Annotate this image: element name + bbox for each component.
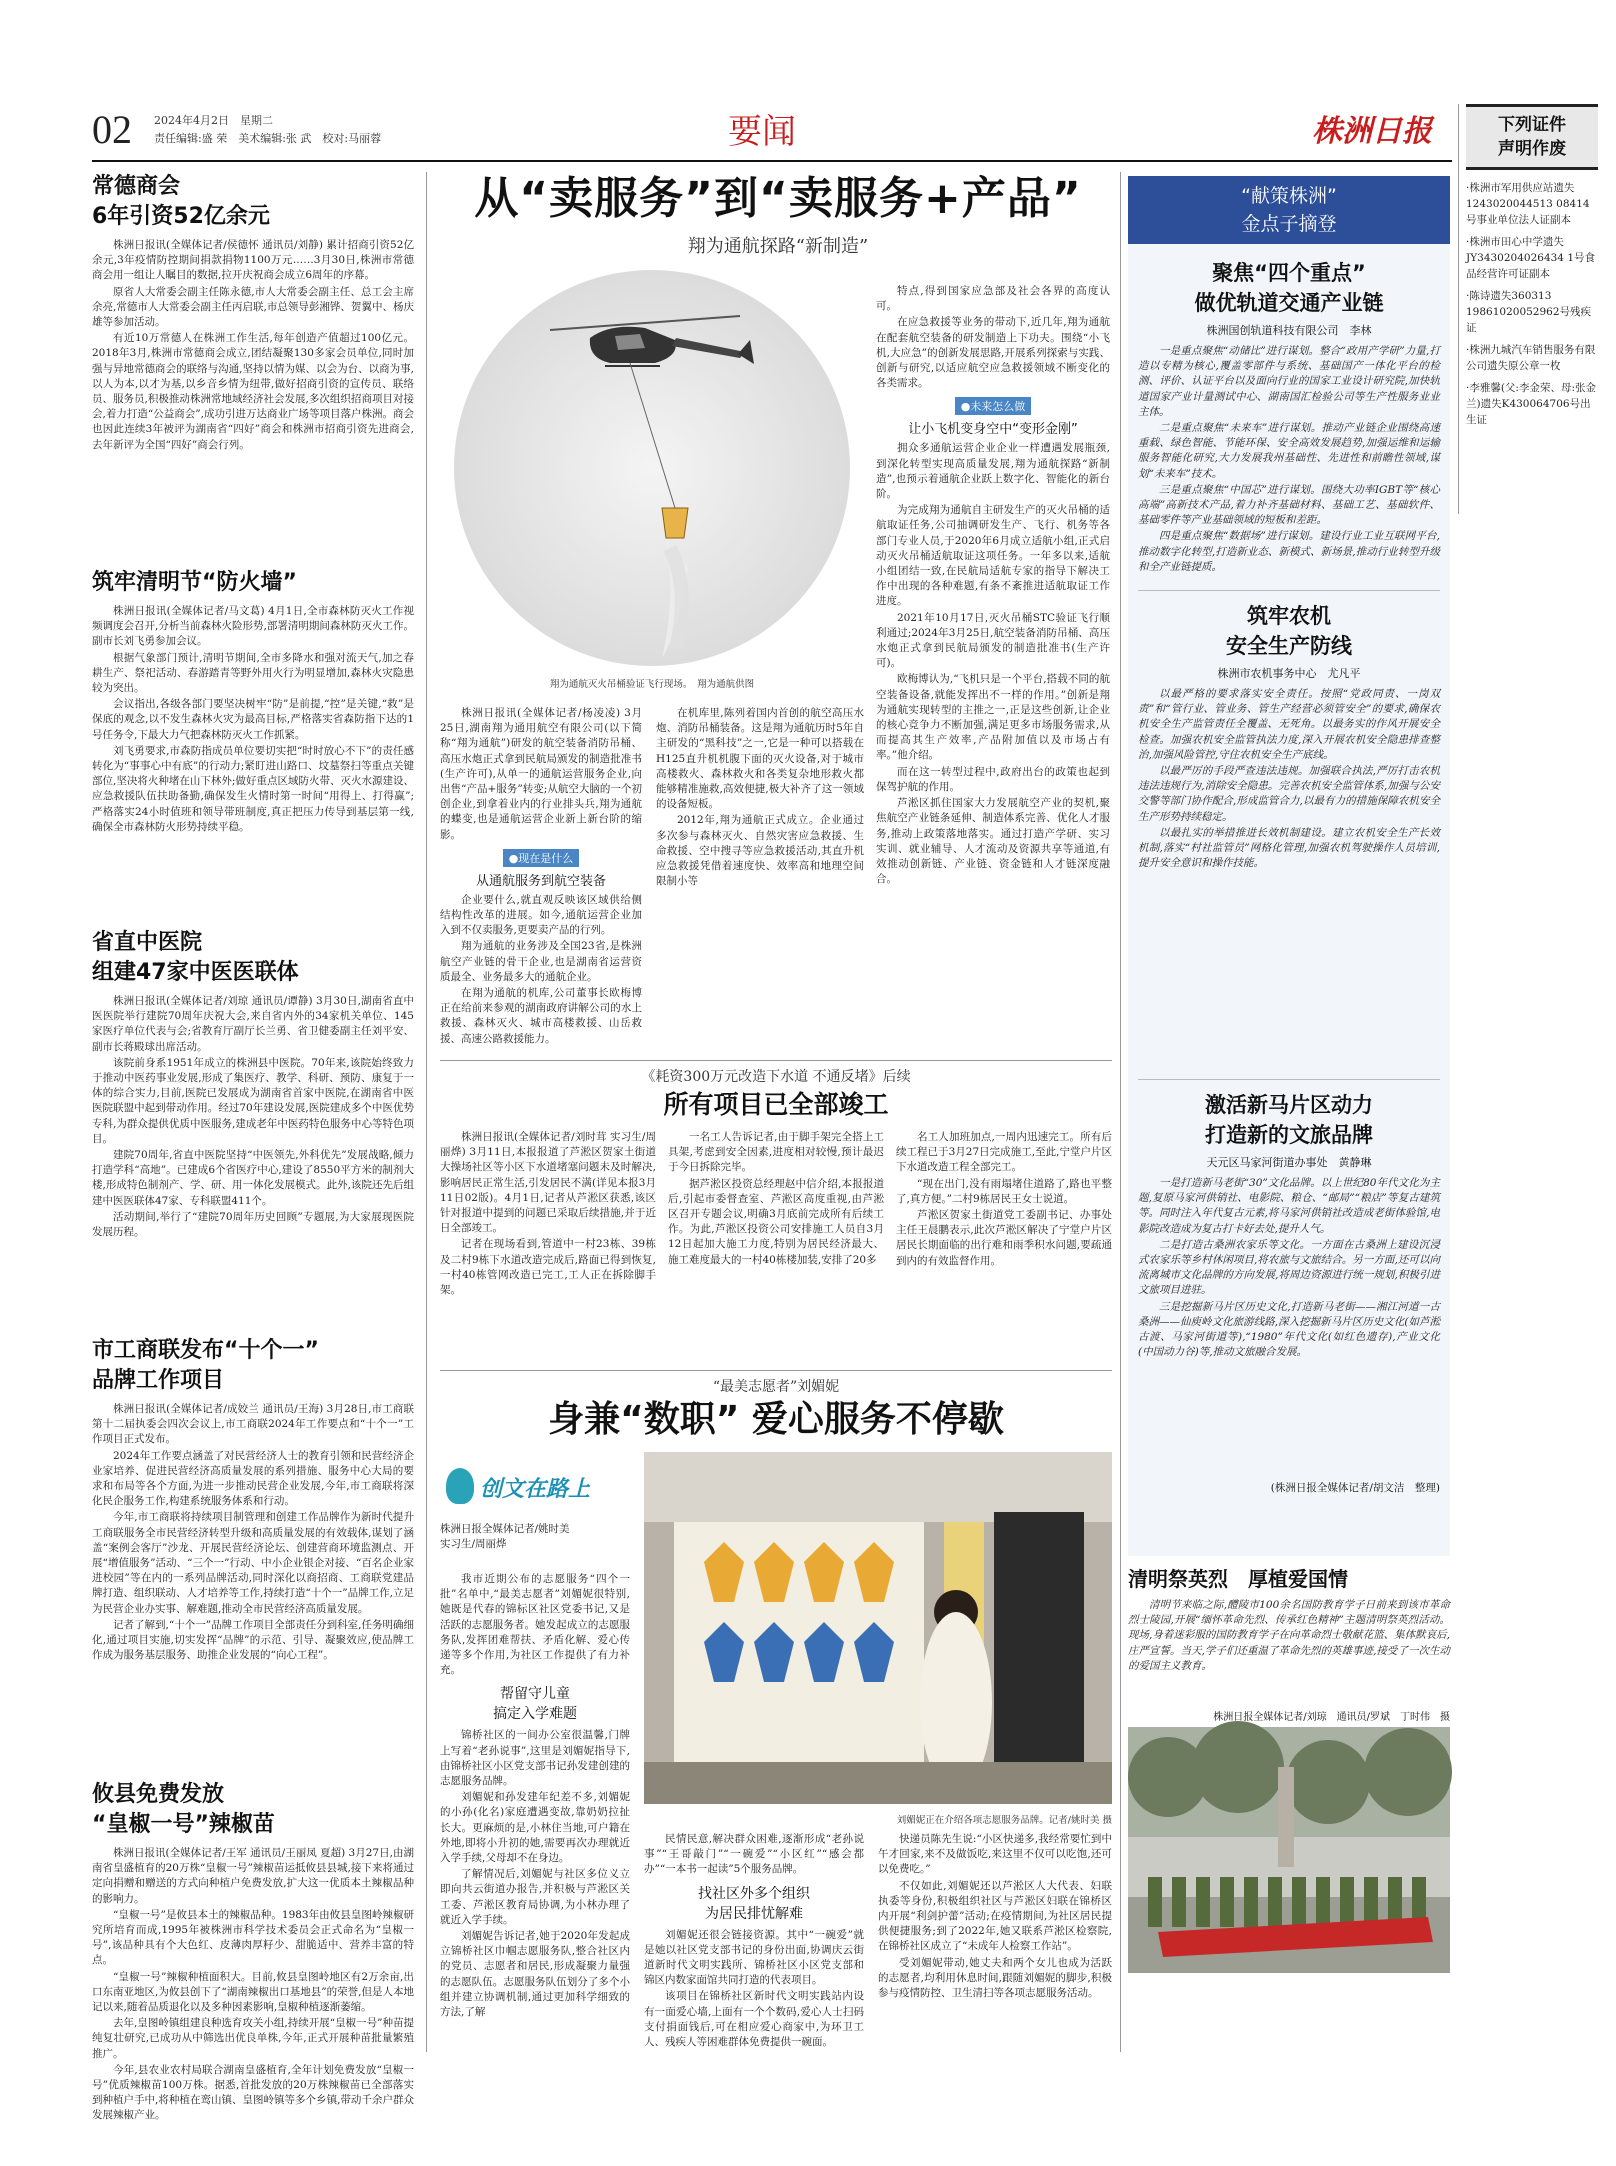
paragraph: “皇椒一号”是攸县本土的辣椒品种。1983年由攸县皇图岭辣椒研究所培育而成,1995年被株洲市科学技术委员会正式命名为“皇椒一号”,该品种具有个大色红、皮薄肉厚籽少、甜脆适中、营养丰富的特点。: [92, 1908, 414, 1967]
paragraph: 刘媚妮还很会链接资源。其中“一碗爱”就是她以社区党支部书记的身份出面,协调庆云街道新时代文明实践所、锦桥社区小区党支部和锦区内数家面馆共同打造的代表项目。: [644, 1928, 864, 1987]
article-title: 清明祭英烈 厚植爱国情: [1128, 1567, 1348, 1591]
helicopter-photo: [440, 268, 864, 668]
article-title: 身兼“数职” 爱心服务不停歇: [548, 1399, 1004, 1440]
paragraph: 去年,皇图岭镇组建良种选育攻关小组,持续开展“皇椒一号”种苗提纯复壮研究,已成功从中筛选出优良单株,今年,正式开展种苗批量繁殖推广。: [92, 2017, 414, 2060]
article-kicker: “最美志愿者”刘媚妮: [712, 1379, 840, 1395]
paragraph: 株洲日报讯(全媒体记者/王军 通讯员/王丽凤 夏超) 3月27日,由湖南省皇盛植育的20万株“皇椒一号”辣椒苗运抵攸县县城,接下来将通过定向捐赠和赠送的方式向种植户免费发放,扩大这一优质本土辣椒品种的影响力。: [92, 1847, 414, 1905]
left-column: [92, 172, 414, 2122]
article-text: [440, 1572, 630, 1678]
article-title: 筑牢农机 安全生产防线: [1226, 604, 1352, 658]
center-divider-1: [440, 1060, 1112, 1061]
paragraph: 而在这一转型过程中,政府出台的政策也起到保驾护航的作用。: [876, 765, 1110, 793]
subsection-now: [440, 849, 642, 889]
notice-title: 下列证件 声明作废: [1466, 104, 1598, 170]
paragraph: 我市近期公布的志愿服务“四个一批”名单中,“最美志愿者”刘媚妮很特别,她既是代春的锦标区社区党委书记,又是活跃的志愿服务者。她发起成立的志愿服务队,发挥团难帮扶、矛盾化解、爱心传递等多个作用,为社区工作提供了有力补充。: [440, 1573, 630, 1677]
article-kicker: 《耗资300万元改造下水道 不通反堵》后续: [641, 1069, 911, 1085]
paragraph: 据芦淞区投资总经理赵中信介绍,本报报道后,引起市委督查室、芦淞区高度重视,由芦淞区召开专题会议,明确3月底前完成所有后续工作。为此,芦淞区投资公司安排施工人员自3月12日起加大施工力度,特别为居民经济最大、施工难度最大的一村40栋楼加装,安排了20多: [668, 1177, 884, 1266]
paragraph: 株洲日报讯(全媒体记者/杨凌凌) 3月25日,湖南翔为通用航空有限公司(以下简称“翔为通航”)研发的航空装备消防吊桶、高压水炮正式拿到民航局颁发的制造批准书(生产许可),从单一的通航运营服务企业,向出售“产品+服务”转变;从航空大脑的一个初创企业,到拿着业内的行业排头兵,翔为通航的蝶变,也是通航运营企业新上新台阶的缩影。: [440, 707, 642, 841]
paragraph: 二是重点聚焦“未来车”进行谋划。推动产业链企业围绕高速重载、绿色智能、节能环保、安全高效发展趋势,加强运维和运输服务智能化研究,大力发展我州基础性、先进性和前瞻性领域,谋划“未来车”技术。: [1138, 422, 1440, 480]
paragraph: 今年,市工商联将持续项目制管理和创建工作品牌作为新时代提升工商联服务全市民营经济转型升级和高质量发展的有效载体,谋划了涵盖“案例会客厅”沙龙、开展民营经济论坛、创建营商环境监测点、开展“增值服务”活动、“三个一”行动、中小企业银企对接、“百名企业家进校园”等在内的一系列品牌活动,同时深化以商招商、工商联党建品牌打造、组织联动、人才培养等工作,持续打造“十个一”品牌工作,立足为民营企业办实事、解难题,推动全市民营经济高质量发展。: [92, 1511, 414, 1615]
section-label: 要闻: [728, 112, 796, 152]
article-col: [896, 1130, 1112, 1366]
article-fire: [92, 568, 414, 896]
article-col: [644, 1832, 864, 2052]
paragraph: 欧梅博认为,“飞机只是一个平台,搭载不同的航空装备设备,就能发挥出不一样的作用。”创新是翔为通航实现转型的主推之一,正是这些创新,让企业的核心竞争力不断加强,满足更多市场服务需求,从而提高其生产效率,产品附加值以及市场占有率。”他介绍。: [876, 673, 1110, 762]
article-col: [440, 1130, 656, 1366]
header-rule: [92, 160, 1452, 162]
ceremony-photo: [1128, 1727, 1450, 1973]
paragraph: 以最严厉的手段严查违法违规。加强联合执法,严厉打击农机违法违规行为,消除安全隐患。完善农机安全监管体系,加强与公安交警等部门协作配合,形成监管合力,以最有力的措施保障农机安全生产形势持续稳定。: [1138, 765, 1440, 823]
subsection-title: 让小飞机变身空中“变形金刚”: [908, 422, 1078, 438]
feature-photo: [440, 268, 864, 690]
feature-text: [440, 893, 642, 1047]
paragraph: 株洲日报讯(全媒体记者/马文葛) 4月1日,全市森林防灭火工作视频调度会召开,分析当前森林火险形势,部署清明期间森林防灭火工作。副市长刘飞勇参加会议。: [92, 605, 414, 648]
paragraph: 刘飞勇要求,市森防指成员单位要切实把“时时放心不下”的责任感转化为“事事心中有底”的行动力;紧盯进山路口、坟墓祭扫等重点关键部位,坚决将火种堵在山下林外;做好重点区域防火带、灭火水源建设、应急救援队伍扶助备勤,确保发生火情时第一时间“用得上、打得赢”;严格落实24小时值班和领导带班制度,真正把压力传导到基层第一线,确保全市森林防火形势持续平稳。: [92, 744, 414, 833]
paragraph: 拥众多通航运营企业企业一样遭遇发展瓶颈,到深化转型实现高质量发展,翔为通航探路“新制造”,也预示着通航企业跃上数字化、智能化的新台阶。: [876, 442, 1110, 501]
paragraph: 芦淞区抓住国家大力发展航空产业的契机,聚焦航空产业链条延伸、制造体系完善、优化人才服务,推动上政策落地落实。通过打造产学研、实习实训、就业辅导、人才流动及资源共享等通道,有效推动创新链、产业链、资金链和人才链深度融合。: [876, 797, 1110, 886]
article-text: [644, 1928, 864, 2051]
article-qingming: [1128, 1564, 1450, 2052]
subsection-future: [876, 397, 1110, 437]
paragraph: 一是打造新马老街“30”文化品牌。以上世纪80年代文化为主题,复原马家河供销社、电影院、粮仓、“邮局”“粮店”等复古建筑等。同时注入年代复古元素,将马家河供销社改造成老街体验馆,电影院改造成为复古打卡好去处,提升人气。: [1138, 1177, 1440, 1235]
page-number: 02: [92, 107, 132, 152]
paragraph: 快递员陈先生说:“小区快递多,我经常要忙到中午才回家,来不及做饭吃,来这里不仅可以吃饱,还可以免费吃。”: [878, 1833, 1112, 1876]
date-line: 2024年4月2日 星期二: [154, 114, 273, 127]
article-body: [92, 1402, 414, 1748]
notice-item: ·陈诗遗失360313 19861020052962号残疾证: [1466, 290, 1592, 334]
paragraph: 企业要什么,就直观反映该区域供给侧结构性改革的进展。如今,通航运营企业加入到不仅卖服务,更要卖产品的行列。: [440, 893, 642, 937]
divider: [1138, 1079, 1440, 1080]
article-title: 聚焦“四个重点” 做优轨道交通产业链: [1194, 261, 1384, 315]
article-title: 常德商会 6年引资52亿余元: [92, 174, 270, 229]
paragraph: 名工人加班加点,一周内迅速完工。所有后续工程已于3月27日完成施工,至此,宁堂户片区下水道改造工程全部完工。: [896, 1131, 1112, 1174]
feature-col3: [876, 284, 1110, 886]
column-logo-text: 创文在路上: [480, 1477, 591, 1502]
article-text: [878, 1832, 1112, 2001]
paragraph: 记者了解到,“十个一”品牌工作项目全部责任分到科室,任务明确细化,通过项目实施,切实发挥“品牌”的示范、引导、凝聚效应,使品牌工作成为服务基层服务、助推企业发展的“向心工程”。: [92, 1618, 414, 1662]
paragraph: 二是打造古桑洲农家乐等文化。一方面在古桑洲上建设沉浸式农家乐等乡村休闲项目,将农旅与文旅结合。另一方面,还可以向流离城市文化品牌的方向发展,将周边资源进行统一规划,积极引进文旅项目进驻。: [1138, 1238, 1440, 1297]
paragraph: 以最扎实的举措推进长效机制建设。建立农机安全生产长效机制,落实“村社监管员”网格化管理,加强农机驾驶操作人员培训,提升安全意识和操作技能。: [1138, 826, 1440, 870]
notice-list: [1466, 180, 1598, 428]
volunteer-photo: [644, 1452, 1112, 1824]
paragraph: “皇椒一号”辣椒种植面积大。目前,攸县皇图岭地区有2万余亩,出口东南亚地区,为攸县创下了“湖南辣椒出口基地县”的荣誉,但是人本地记以来,随着品质退化以及多种因素影响,皇椒种植逐渐萎缩。: [92, 1970, 414, 2014]
paragraph: 建院70周年,省直中医院坚持“中医领先,外科优先”发展战略,倾力打造学科“高地”。已建成6个省医疗中心,建设了8550平方米的制剂大楼,形成特色制剂产、学、研、用一体化发展模式。此外,该院还先后组建中医医联体47家、专科联盟411个。: [92, 1149, 414, 1207]
paragraph: 不仅如此,刘媚妮还以芦淞区人大代表、妇联执委等身份,积极组织社区与芦淞区妇联在锦桥区内开展“利剑护蕾”活动;在疫情期间,为社区居民提供便捷服务;到了2022年,她又联系芦淞区检察院,在锦桥社区成立了“未成年人检察工作站”。: [878, 1879, 1112, 1953]
paragraph: 株洲日报讯(全媒体记者/刘时茸 实习生/周丽烨) 3月11日,本报报道了芦淞区贺家土街道大操场社区等小区下水道堵塞问题未及时解决,影响居民正常生活,引发居民不满(详见本报3月11日02版)。4月1日,记者从芦淞区获悉,该区针对报道中提到的问题已采取后续措施,并于近日全部竣工。: [440, 1131, 656, 1235]
feature-col3-cont: [876, 706, 1110, 1056]
column-logo: [440, 1462, 630, 1512]
paragraph: 以最严格的要求落实安全责任。按照“党政同责、一岗双责”和“管行业、管业务、管生产经营必须管安全”的要求,确保农机安全生产监管责任全覆盖、无死角。以最务实的作风开展安全检查。加强农机安全监管执法力度,深入开展农机安全隐患排查整治,加强风险管控,守住农机安全生产底线。: [1138, 688, 1440, 761]
paragraph: 2024年工作要点涵盖了对民营经济人士的教育引领和民营经济企业家培养、促进民营经济高质量发展的系列措施、服务中心大局的要求和布局等各个方面,为进一步推动民营企业发展,今年,市工商联将深化民企服务工作,构建系统服务体系和行动。: [92, 1449, 414, 1508]
paragraph: 为完成翔为通航自主研发生产的灭火吊桶的适航取证任务,公司抽调研发生产、飞行、机务等各部门专业人员,于2020年6月成立适航小组,正式启动灭火吊桶适航取证这项任务。一年多以来,适航小组团结一致,在民航局适航专家的指导下解决工作中出现的各种难题,有条不紊推进适航取证工作进度。: [876, 504, 1110, 608]
article-changde: [92, 172, 414, 536]
article-byline: 株洲国创轨道科技有限公司 李林: [1206, 324, 1372, 337]
subsection-tag: ●未来怎么做: [955, 397, 1032, 415]
article-farm: [1138, 601, 1440, 1069]
paragraph: 芦淞区贺家土街道党工委副书记、办事处主任王晨鹏表示,此次芦淞区解决了宁堂户片区居民长期面临的出行难和雨季积水问题,要疏通到内的有效监督作用。: [896, 1209, 1112, 1267]
article-body: [1138, 1176, 1440, 1476]
paragraph: 四是重点聚焦“数据场”进行谋划。建设行业工业互联网平台,推动数字化转型,打造新业态、新模式、新场景,推动行业转型升级和全产业链提质。: [1138, 530, 1440, 573]
notice-panel: [1466, 104, 1598, 434]
paragraph: 民情民意,解决群众困难,逐渐形成“老孙说事”“王哥敲门”“一碗爱”“小区红”“感会都办”“一本书一起读”5个服务品牌。: [644, 1833, 864, 1876]
feature-col1: [440, 706, 642, 1056]
article-col: [668, 1130, 884, 1366]
paragraph: 翔为通航的业务涉及全国23省,是株洲航空产业链的骨干企业,也是湖南省运营资质最全、业务最多大的通航企业。: [440, 940, 642, 983]
article-col: [440, 1572, 630, 2052]
article-title: 激活新马片区动力 打造新的文旅品牌: [1205, 1093, 1373, 1147]
article-note: (株洲日报全媒体记者/胡文洁 整理): [1270, 1482, 1440, 1494]
notice-item: ·株洲市田心中学遗失JY3430204026434 1号食品经营许可证副本: [1466, 236, 1596, 280]
article-text: [440, 1728, 630, 2020]
paragraph: 2021年10月17日,灭火吊桶STC验证飞行顺利通过;2024年3月25日,航空装备消防吊桶、高压水炮正式拿到民航局颁发的制造批准书(生产许可)。: [876, 611, 1110, 670]
paragraph: 该项目在锦桥社区新时代文明实践站内设有一面爱心墙,上面有一个个数码,爱心人士扫码支付捐面钱后,可在相应爱心商家中,为环卫工人、残疾人等困难群体免费提供一碗面。: [644, 1990, 864, 2049]
paragraph: 在机库里,陈列着国内首创的航空高压水炮、消防吊桶装备。这是翔为通航历时5年自主研发的“黑科技”之一,它是一种可以搭载在H125直升机机腹下面的灭火设备,对于城市高楼救火、森林救火和各类复杂地形救火都能够精准施救,高效便捷,极大补齐了这一领域的设备短板。: [656, 707, 864, 811]
paragraph: 锦桥社区的一间办公室很温馨,门牌上写着“老孙说事”,这里是刘媚妮指导下,由锦桥社区小区党支部书记孙发建创建的志愿服务品牌。: [440, 1729, 630, 1788]
article-title: 筑牢清明节“防火墙”: [92, 570, 297, 595]
column-logo-icon: [446, 1468, 474, 1504]
masthead-logo: 株洲日报: [1312, 114, 1432, 149]
article-title: 所有项目已全部竣工: [663, 1090, 889, 1119]
paragraph: 刘媚妮和孙发建年纪差不多,刘媚妮的小孙(化名)家庭遭遇变故,靠奶奶拉扯长大。更麻烦的是,小林住当地,可户籍在外地,即将小升初的她,需要再次办理就近入学手续,父母却不在身边。: [440, 1791, 630, 1865]
editors-line: 责任编辑:盛 荣 美术编辑:张 武 校对:马丽蓉: [154, 132, 382, 145]
paragraph: 根据气象部门预计,清明节期间,全市多降水和强对流天气,加之春耕生产、祭祀活动、春游踏青等野外用火行为明显增加,森林火灾隐患较为突出。: [92, 651, 414, 695]
article-sewer: [440, 1066, 1112, 1366]
volunteer-photo-image: [644, 1452, 1112, 1804]
section-banner: “献策株洲” 金点子摘登: [1128, 176, 1450, 244]
feature-text: [656, 706, 864, 889]
article-xinma: [1138, 1090, 1440, 1495]
article-col: [878, 1832, 1112, 2052]
article-byline: 株洲市农机事务中心 尤凡平: [1217, 667, 1361, 680]
article-pepper: [92, 1780, 414, 2166]
feature-text: [876, 284, 1110, 391]
article-volunteer: [440, 1376, 1112, 2052]
paragraph: 刘媚妮告诉记者,她于2020年发起成立锦桥社区巾帼志愿服务队,整合社区内的党员、志愿者和居民,形成凝聚力量强的志愿队伍。志愿服务队伍划分了多个小组并建立协调机制,通过更加科学细致的方法,了解: [440, 1930, 630, 2019]
paragraph: 记者在现场看到,管道中一村23栋、39栋及二村9栋下水道改造完成后,路面已得到恢复,一村40栋管网改造已完工,工人正在拆除脚手架。: [440, 1238, 656, 1297]
article-body: [1138, 687, 1440, 1069]
paragraph: 原省人大常委会副主任陈永德,市人大常委会副主任、总工会主席余亮,常德市人大常委会副主任丙启联,市总领导彭湘铧、贺翼中、杨庆雄等参加活动。: [92, 285, 414, 329]
paragraph: 今年,县农业农村局联合湖南皇盛植育,全年计划免费发放“皇椒一号”优质辣椒苗100万株。据悉,首批发放的20万株辣椒苗已全部落实到种植户手中,将种植在鸾山镇、皇图岭镇等多个乡镇,带动千余户群众发展辣椒产业。: [92, 2063, 414, 2122]
paragraph: 三是重点聚焦“中国芯”进行谋划。围绕大功率IGBT等“核心高端”高新技术产品,着力补齐基础材料、基础工艺、基础软件、基础零件等产业基础领域的短板和差距。: [1138, 483, 1440, 527]
article-body: [92, 994, 414, 1304]
paragraph: 株洲日报讯(全媒体记者/刘琼 通讯员/谭静) 3月30日,湖南省直中医医院举行建院70周年庆祝大会,来自省内外的34家机关单位、145家医疗单位代表与会;省教育厅副厅长兰勇、省卫健委副主任刘平安、副市长蒋殿球出席活动。: [92, 995, 414, 1053]
paragraph: 清明节来临之际,醴陵市100余名国防教育学子日前来到该市革命烈士陵园,开展“缅怀革命先烈、传承红色精神”主题清明祭英烈活动。现场,身着迷彩服的国防教育学子在向革命烈士敬献花篮、集体默哀后,庄严宣誓。当天,学子们还重温了革命先烈的英雄事迹,接受了一次生动的爱国主义教育。: [1128, 1599, 1450, 1672]
page-header: [92, 104, 1452, 164]
article-title: 市工商联发布“十个一” 品牌工作项目: [92, 1338, 319, 1393]
subsection-tag: ●现在是什么: [503, 849, 580, 867]
subsection-title: 帮留守儿童 搞定入学难题: [493, 1686, 577, 1723]
feature-text: [440, 706, 642, 843]
notice-divider: [1458, 104, 1459, 514]
article-body: [92, 1846, 414, 2166]
paragraph: 株洲日报讯(全媒体记者/侯德怀 通讯员/刘静) 累计招商引资52亿余元,3年疫情防控期间捐款捐物1100万元……3月30日,株洲市常德商会用一组让人瞩目的数据,拉开庆祝商会成立6周年的序幕。: [92, 239, 414, 282]
right-divider: [1120, 172, 1121, 2052]
subsection-title: 找社区外多个组织 为居民排忧解难: [698, 1885, 810, 1922]
paragraph: 特点,得到国家应急部及社会各界的高度认可。: [876, 285, 1110, 313]
paragraph: 在翔为通航的机库,公司董事长欧梅博正在给前来参观的湖南政府讲解公司的水上救援、森林灭火、城市高楼救援、山岳救援、高速公路救援能力。: [440, 987, 642, 1045]
article-body: [1128, 1598, 1450, 1704]
article-text: [644, 1832, 864, 1878]
photo-credit: 株洲日报全媒体记者/刘琼 通讯员/罗斌 丁时伟 摄: [1213, 1712, 1450, 1723]
paragraph: 该院前身系1951年成立的株洲县中医院。70年来,该院始终致力于推动中医药事业发展,形成了集医疗、教学、科研、预防、康复于一体的综合实力,目前,医院已发展成为湖南省首家中医院,在湖南省中医医院联盟中起到带动作用。经过70年建设发展,医院建成多个中医优势专科,为群众提供优质中医服务,建成老年中医药特色服务中心等特色项目。: [92, 1056, 414, 1145]
paragraph: 了解情况后,刘媚妮与社区多位义立即向共云街道办报告,并积极与芦淞区关工委、芦淞区教育局协调,为小林办理了就近入学手续。: [440, 1868, 630, 1926]
article-body: [92, 238, 414, 536]
paragraph: 会议指出,各级各部门要坚决树牢“防”是前提,“控”是关键,“救”是保底的观念,以不发生森林火灾为最高目标,严格落实省森防指下达的1号任务令,下最大力气把森林防灭火工作抓紧。: [92, 698, 414, 741]
article-credit: 株洲日报全媒体记者/姚时美 实习生/周丽烨: [440, 1523, 570, 1550]
feature-col2: [656, 706, 864, 1056]
divider: [1138, 590, 1440, 591]
photo-caption: 刘媚妮正在介绍各项志愿服务品牌。记者/姚时美 摄: [896, 1815, 1112, 1826]
left-divider: [426, 172, 427, 2052]
article-federation: [92, 1336, 414, 1748]
article-rail: [1138, 258, 1440, 580]
feature-headline: 从“卖服务”到“卖服务+产品”: [474, 173, 1082, 224]
center-divider-2: [440, 1370, 1112, 1371]
article-body: [92, 604, 414, 896]
paragraph: 受刘媚妮带动,她丈夫和两个女儿也成为活跃的志愿者,均利用休息时间,跟随刘媚妮的脚步,积极参与疫情防控、卫生清扫等各项志愿服务活动。: [878, 1956, 1112, 2000]
paragraph: 株洲日报讯(全媒体记者/成姣兰 通讯员/王海) 3月28日,市工商联第十二届执委会四次会议上,市工商联2024年工作要点和“十个一”工作项目正式发布。: [92, 1403, 414, 1446]
article-byline: 天元区马家河街道办事处 黄静琳: [1206, 1156, 1372, 1169]
notice-item: ·李雅馨(父:李金荣、母:张金兰)遗失K430064706号出生证: [1466, 382, 1597, 426]
notice-item: ·株洲九城汽车销售服务有限公司遗失原公章一枚: [1466, 344, 1596, 372]
article-title: 省直中医院 组建47家中医医联体: [92, 930, 299, 985]
paragraph: 2012年,翔为通航正式成立。企业通过多次参与森林灭火、自然灾害应急救援、生命救援、空中搜寻等应急救援活动,其直升机应急救援凭借着速度快、效率高和地理空间限制小等: [656, 814, 864, 888]
article-title: 攸县免费发放 “皇椒一号”辣椒苗: [92, 1782, 275, 1837]
photo-caption: 翔为通航灭火吊桶验证飞行现场。 翔为通航供图: [549, 679, 755, 690]
article-body: [1138, 344, 1440, 580]
paragraph: 活动期间,举行了“建院70周年历史回顾”专题展,为大家展现医院发展历程。: [92, 1210, 414, 1239]
paragraph: 有近10万常德人在株洲工作生活,每年创造产值超过100亿元。2018年3月,株洲市常德商会成立,团结凝聚130多家会员单位,同时加强与异地常德商会的联络与沟通,坚持以情为媒、以会为台、以商为事,以人为本,以才为基,以乡音乡情为纽带,做好招商引资的宣传员、联络员、服务员,积极推动株洲常地域经济社会发展,多次组织招商项目对接会,着力打造“公益商会”,成功引进万达商业广场等项目落户株洲。商会也因此连续3年被评为湖南省“四好”商会和株洲市招商引资先进商会,去年新评为全国“四好”商会行列。: [92, 332, 414, 451]
article-tcm: [92, 928, 414, 1304]
paragraph: “现在出门,没有雨塌堵住道路了,路也平整了,真方便。”二村9栋居民王女士说道。: [896, 1177, 1112, 1205]
paragraph: 三是挖掘新马片区历史文化,打造新马老街——湘江河道一古桑洲——仙庾岭文化旅游线路,深入挖掘新马片区历史文化(如芦淞古渡、马家河街道等),“1980”年代文化(如红色遗存),产业文化(中国动力谷)等,推动文旅融合发展。: [1138, 1300, 1440, 1359]
feature-subhead: 翔为通航探路“新制造”: [687, 236, 869, 257]
subsection-title: 从通航服务到航空装备: [475, 873, 606, 889]
right-column: [1128, 176, 1450, 1556]
notice-item: ·株洲市军用供应站遗失1243020044513 08414号事业单位法人证副本: [1466, 182, 1590, 226]
paragraph: 在应急救援等业务的带动下,近几年,翔为通航在配套航空装备的研发制造上下功夫。围绕“小飞机,大应急”的创新发展思路,开展系列探索与实践、创新与研究,以适应航空应急救援领域不断变化的各类需求。: [876, 316, 1110, 390]
paragraph: 一是重点聚焦“动储比”进行谋划。整合“政用产学研”力量,打造以专精为核心,覆盖零部件与系统、基础国产一体化平台的检测、评价、认证平台以及面向行业的国家工业设计研究院,加快轨道国家产业计量测试中心、湖南国汇检验公司等生产性服务业业主体。: [1138, 345, 1440, 418]
paragraph: 一名工人告诉记者,由于脚手架完全搭上工具架,考虑到安全因素,进度相对较慢,预计最迟于今日拆除完毕。: [668, 1131, 884, 1174]
